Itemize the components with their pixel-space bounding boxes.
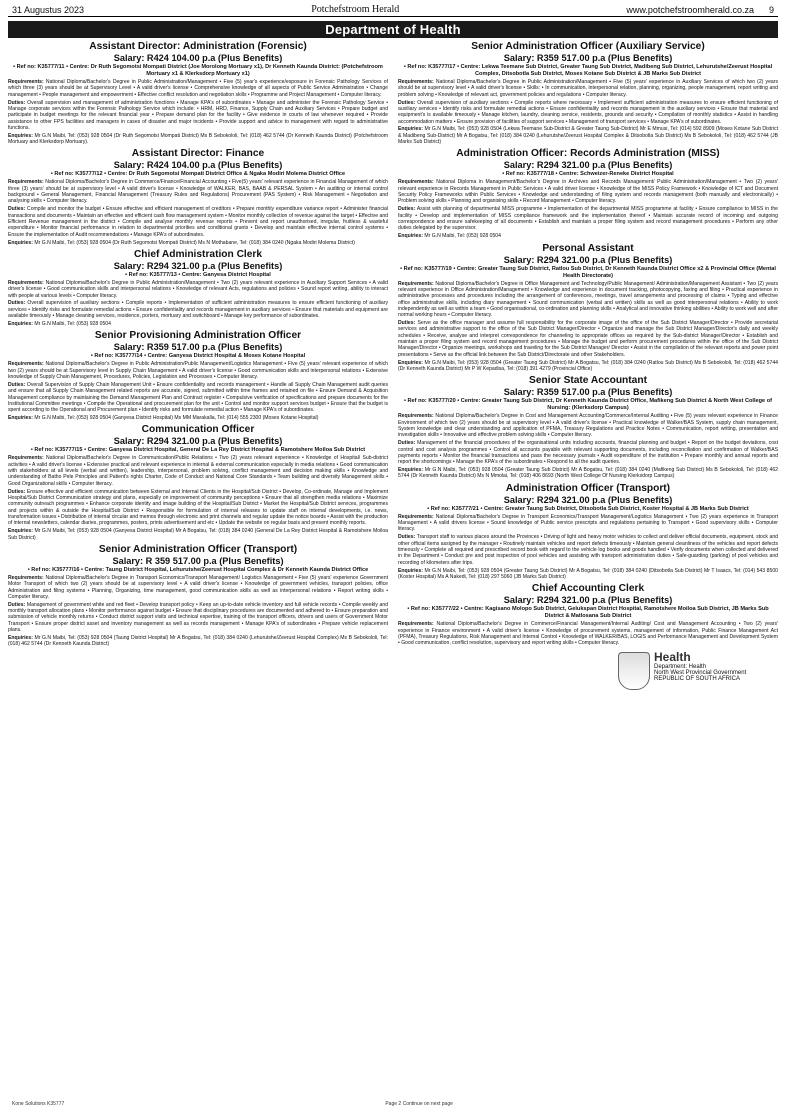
job-duties-text: Overall Supervision of Supply Chain Management Unit • Ensure confidentiality and records management • Handle all Supply Chain Management audit queries and ensure that all Supply Chain Management related reports are accurate, signed, submitted within time frames and retained on file • Ensure Demand & Acquisition Management compliance by maintaining the Demand Management Plan and Contract register • Compulsive verification of specifications and prepare documents for the Institutional Committee meetings • Compile the Operational and procurement plan for the unit • Control and monitor support services budget • Ensure that the budget is spent according to the Operational and Procurement plan • Identify risks and formulate remedial action • Manage KPA's of subordinates.: [8, 381, 388, 414]
job-requirements-text: National Diploma/Bachelor's Degree in Public Administration/Public Management/Logistics Management • Five (5) years' relevant experience of which two (2) years should be at Supervisory level in Supply Chain Management • A valid driver's license • Good communication skills and interpersonal relations • Extensive knowledge of Supply Chain Management, Procedures, Policies, Legislation and Processes • Computer literacy.: [8, 361, 388, 380]
job-reference: • Ref no: K35777/13 • Centre: Ganyesa District Hospital: [125, 271, 271, 278]
job-listing: [8, 148, 388, 245]
department-banner: Department of Health: [8, 21, 778, 38]
job-enquiries-text: Mr G.N Maibi, Tel: (053) 928 0504: [424, 233, 501, 240]
job-duties-label: Duties:: [398, 534, 416, 541]
job-enquiries-text: Mr G.N Maibi, Tel: (053) 928 0504 (Taung District Hospital) Mr A Bogatsu, Tel: (018) 384 0240 (Lehurutshe/Zeerust Hospital Complex) Ms B Sebokololi, Tel: (018) 462 5744 (Dr Kenneth Kaunda District): [8, 634, 388, 648]
job-requirements-label: Requirements:: [398, 280, 434, 287]
job-listing: [398, 483, 778, 580]
job-reference: • Ref no: K35777/17 • Centre: Lekwa Teemane Sub District, Greater Taung Sub District, Madibeng Sub District, Lehurutshe/Zeerust Hospital Complex, Ditsobotla Sub District, Moses Kotane Sub District & JB Marks Sub District: [403, 64, 773, 77]
job-enquiries-text: Mr G.N Maibi, Tel: (053) 928 0504 (Greater Taung Sub District) Mr A Bogatsu, Tel: (018) 384 0240 (Ratlou Sub District) Ms B Sebokololi, Tel: (018) 462 5744 (Dr Kenneth Kaunda District) Mr P W Kepadisa, Tel: (018) 391 4279 (Provincial Office): [398, 359, 778, 372]
left-column: [8, 41, 388, 1093]
right-column: [398, 41, 778, 1093]
job-duties-label: Duties:: [398, 99, 416, 106]
job-requirements-text: National Diploma/Bachelor's Degree in Transport Economics/Transport Management/ Logistics Management • Five (5) years' experience Government Motor Transport of which two (2) years should be at supervisory level • A valid driver's license • Knowledge of government vehicles, transport policies, office Administration and filing systems • Planning, Organizing, time management, good communication skills as well as interpersonal relations • Report writing skills • Computer literacy.: [8, 574, 388, 600]
job-duties-label: Duties:: [398, 206, 416, 213]
job-duties-text: Assist with planning of departmental MISS programme • Implementation of the departmental MISS programme at facility • Ensure compliance to MISS in the facility • Develop and implementation of MISS compliance framework and the implementation thereof • Maintain accurate record of incoming and outgoing correspondence and ensure safekeeping of all documents • Establish and maintain a proper filing system and record management procedures • Perform any other duties delegated by the supervisor.: [398, 206, 778, 232]
job-enquiries-text: Mr G.N Maibi, Tel: (053) 928 0504 (Ganyesa District Hospital) Ms MM Marakalla, Tel: (014) 555 2300 (Moses Kotane Hospital): [34, 415, 319, 422]
job-salary: Salary: R359 517.00 p.a (Plus Benefits): [503, 53, 673, 63]
job-reference: • Ref no: K35777/21 • Centre: Greater Taung Sub District, Ditsobotla Sub District, Koster Hospital & JB Marks Sub District: [427, 505, 749, 512]
job-listing: [8, 249, 388, 327]
newspaper-url[interactable]: www.potchefstroomherald.co.za: [626, 5, 754, 15]
job-listing: [398, 243, 778, 373]
job-enquiries: [8, 321, 388, 327]
job-requirements-text: National Diploma/Bachelor's Degree in Commerce/Finance/Financial Accounting • Five(5) years' relevant experience in Financial Management of which three (3) years' should be at supervisory level • A valid driver's license • Knowledge of WALKER, BAS, BAAB & PERSAL System • An auditing or internal control background • General Management, Financial Management (Treasury Rules and Regulations) Procurement (PAS System) • Risk Management • Negotiation and analysing skills • Computer literacy.: [8, 179, 388, 205]
logo-name: Health: [654, 649, 691, 664]
job-enquiries: [398, 126, 778, 145]
job-salary: Salary: R359 517.00 p.a (Plus Benefits): [113, 342, 283, 353]
job-requirements: [398, 413, 778, 438]
job-salary: Salary: R359 517.00 p.a (Plus Benefits): [503, 387, 673, 398]
job-enquiries: [398, 568, 778, 581]
job-title: Administration Officer: Records Administration (MISS): [456, 148, 720, 160]
job-duties-text: Overall supervision of auxiliary sections • Compile reports where necessary • Implement sufficient administration measures to ensure efficient functioning of auxiliary services • Identify risks and formulate remedial actions • Ensure confidentiality and records management in the auxiliary services • Ensure that material and equipment's is available timeously • Manage kitchen, laundry, cleaning service, residents, grounds and security • Compilation of monthly statistics • Assist in handling accommodation matters • Ensure provision of facilities of support services • Management of transport services • Manage KPA's of subordinates.: [398, 99, 778, 125]
job-requirements-label: Requirements:: [8, 179, 44, 186]
job-title: Senior Provisioning Administration Officer: [94, 330, 302, 342]
job-listing: [8, 330, 388, 421]
job-requirements-text: National Diploma/Bachelor's Degree in Communication/Public Relations • Two (2) years relevant experience • Knowledge of Hospital/ Sub-district activities • A valid driver's license • Extensive practical and relevant experience in internal & external communication especially in media relations • Good communication with stakeholders at all levels (verbal and written), leadership, interpersonal, problem solving, conflict management and decision making skills • Knowledge and understanding of Batho Pele Principles and Patient's rights Charter, Code of Conduct and National Core Standards • Team building and diversity Management skills • Good Organizational skills • Computer literacy.: [8, 455, 388, 487]
job-requirements-label: Requirements:: [8, 361, 44, 368]
job-duties: [398, 100, 778, 125]
job-enquiries: [398, 467, 778, 480]
job-requirements-text: National Diploma/Bachelor's Degree in Commerce/Financial Management/Internal Auditing/ Cost and Management Accounting • Two (2) years' experience in Finance environment • A valid driver's license • Knowledge of procurement systems, management of information, Public Finance Management Act (PFMA), Treasury Regulations, Risk Management and Internal Control • Knowledge of WALKER/BAS, LOGIS and Performance Management and Development System • Good communication, conflict resolution, supervisory and report writing skills • Computer literacy.: [398, 621, 778, 647]
job-enquiries-label: Enquiries:: [398, 126, 423, 133]
job-requirements-text: National Diploma/Bachelor's Degree in Transport Economics/Transport Management/Logistics Management • Two (2) years experience in Transport Management • A valid drivers license • Sound knowledge of Public service prescripts and regulations pertaining to Transport • Good supervisory skills • Computer literacy.: [398, 513, 778, 533]
job-requirements-label: Requirements:: [398, 179, 434, 186]
job-enquiries-label: Enquiries:: [398, 467, 423, 474]
job-listing: [8, 544, 388, 648]
job-duties-text: Serve as the office manager and assume full responsibility for the corporate image of the office of the Sub District Manager/Director • Provide secretarial services and administrative support to the office of the Sub District Manager/Director • Organize and manage the Sub District Manager/Director's daily and weekly schedules • Receive, analyse and interpret correspondence for channeling to appropriate offices as required by the Sub-district Manager/Director • Establish and maintain a proper filing system and record management procedures • Manage the budget and perform procurement procedures within the office of the Sub District Manager/Director • Organize meetings, workshops and traveling for the Sub District Manager/ Director • Assist in the compilation of the relevant reports and power point presentations • Serve as the official link between the Sub District/Directorate and other Stakeholders.: [398, 320, 778, 358]
department-logo: [618, 650, 778, 682]
job-reference: • Ref no: K35777/16 • Centre: Taung District Hospital, Lehurutshe/Zeerust Hospital Complex & Dr Kenneth Kaunda District Office: [27, 566, 369, 573]
job-duties-label: Duties:: [398, 440, 416, 447]
page-footer: [12, 1101, 774, 1107]
job-salary: Salary: R294 321.00 p.a (Plus Benefits): [113, 436, 283, 447]
job-requirements: [8, 79, 388, 98]
job-duties-label: Duties:: [8, 381, 26, 388]
job-enquiries-text: Mr G.N Maibi, Tel: (053) 928 0504 (Greater Taung Sub District) Mr A Bogatsu, Tel: (018) 384 0240 (Mafikeng Sub District) Ms B Sebokololi, Tel: (018) 462 5744 (Dr Kenneth Kaunda District) Ms N Mmolai, Tel: (018) 406 8693 (North West College Of Nursing Klerksdorp Campus): [398, 467, 778, 480]
job-enquiries-text: Mr G.N Maibi, Tel: (053) 928 0504 (Greater Taung Sub District) Mr A Bogatsu, Tel: (018) 384 0240 (Ditsobotla Sub District) Mr T Isaacs, Tel: (014) 543 8500 (Koster Hospital) Ms A Nakedi, Tel: (018) 297 5060 (JB Marks Sub District): [398, 567, 778, 580]
job-title: Chief Accounting Clerk: [531, 583, 645, 595]
job-enquiries-text: Mr G.N Maibi, Tel: (053) 928 0504 (Ganyesa District Hospital) Mr A Bogatsu, Tel: (018) 384 0240 (General De La Rey District Hospital & Ramotshere Moiloa Sub District): [8, 528, 388, 541]
job-listing: [398, 375, 778, 479]
job-salary: Salary: R294 321.00 p.a (Plus Benefits): [503, 254, 673, 265]
job-title: Communication Officer: [141, 424, 255, 436]
job-duties-text: Overall supervision of auxiliary sections • Compile reports • Implementation of sufficient administration measures to ensure efficient functioning of auxiliary services • Identify risks and formulate remedial actions • Ensure confidentiality and records management in auxiliary services • Ensure that materials and equipment are available timeously • Manage cleaning services, residence, porters, mortuary and switchboard • Manage key performance of subordinates.: [8, 300, 388, 320]
newspaper-name: Potchefstroom Herald: [311, 4, 400, 15]
job-requirements-label: Requirements:: [398, 621, 434, 628]
job-requirements: [8, 179, 388, 204]
job-duties-text: Transport staff to various places around the Provinces • Driving of light and heavy motor vehicles to collect and deliver official documents, equipment, stock and other official items assigned by the manager • Routinely maintain vehicles and report defects timeously • Maintain general cleanliness of the vehicles and report defects timeously • Complete all required and prescribed record book with regard to the vehicle log books and goods handled • Verify documents when collected and delivered in the Department • Conduct pre and post inspection of pool vehicles and assisting with transport administration duties • Safe-guarding (parking) of pool vehicles and recording of kilometers after trips.: [398, 534, 778, 566]
footer-continue: Page 2 Continue on next page: [385, 1101, 453, 1107]
job-title: Senior Administration Officer (Auxiliary Service): [471, 41, 705, 52]
job-requirements: [398, 514, 778, 533]
job-duties: [8, 300, 388, 319]
job-requirements-label: Requirements:: [8, 574, 44, 581]
job-duties-text: Compile and monitor the budget • Ensure effective and efficient management of creditors • Prepare monthly expenditure variance report • Administer financial transactions and documents • Maintain an effective and efficient cash flow management system • Monitor monthly collection of revenue against the target • Effective and Efficient Revenue management in the district • Compile and analyse monthly revenue reports • Prevent and report unauthorised, irregular, fruitless & wasteful expenditure • Monitor financial performance in relation to departmental priorities and conditional grants • Develop and maintain effective internal control systems • Ensure the implementation of Audit recommendations • Manage KPA's of subordinates.: [8, 206, 388, 238]
job-requirements: [398, 179, 778, 204]
job-salary: Salary: R294 321.00 p.a (Plus Benefits): [503, 494, 673, 505]
job-requirements: [398, 281, 778, 319]
job-enquiries-label: Enquiries:: [398, 233, 423, 240]
job-duties: [8, 382, 388, 414]
job-title: Senior Administration Officer (Transport): [98, 543, 298, 555]
job-requirements: [8, 361, 388, 380]
job-duties-text: Management of the financial procedures of the organisational units including accounts, financial planning and budget • Report on the budget deviations, cost control and cost analysis programmes • Control all accounts payable with relevant supporting documents, including reconciliation and confirmation of Walker/BAS payments reports • Monitor the financial transactions and pass the necessary journals • Audit expenditure of the institution • Prepare monthly and annual reports and report the shortcomings • Manage the KPA's of the subordinates • Respond to all the audit queries.: [398, 440, 778, 466]
footer-ref: Kone Solutions K35777: [12, 1101, 65, 1107]
job-requirements-text: National Diploma/Bachelor's Degree in Office Management and Technology/Public Management/ Administration/Management Assistant • Two (2) years relevant experience in Office Administration/Management • Knowledge and experience in document tracking, photocopying, faxing and filing • Practical experience in administrative processes and procedures including the arrangement of conferences, meetings, travel arrangements and processing of claims • Typing and effective office administrative skills, including diary management • Sound communication (verbal and written) skills as well as good interpersonal relations • Ability to work independently as well as within a team • Good organisational, co-ordination and planning skills • Analytical and innovative thinking abilities • Ability to work well and after normal working hours • Computer literacy.: [398, 280, 778, 319]
job-requirements-label: Requirements:: [8, 279, 44, 286]
job-enquiries-text: Mr G.N Maibi, Tel: (053) 928 0504: [34, 320, 111, 327]
job-requirements-label: Requirements:: [398, 79, 434, 85]
job-enquiries: [398, 233, 778, 239]
job-enquiries-label: Enquiries:: [8, 320, 33, 327]
coat-of-arms-icon: [618, 652, 650, 690]
job-enquiries-text: Mr G.N Maibi, Tel: (053) 928 0504 (Dr Ruth Segomotsi Mompati District) Ms N Mothabane, Tel: (018) 384 0240 (Ngaka Modiri Molema District): [34, 239, 355, 246]
job-enquiries: [8, 635, 388, 648]
job-reference: • Ref no: K35777/12 • Centre: Dr Ruth Segomotsi Mompati District Office & Ngaka Modiri Molema District Office: [50, 171, 346, 178]
job-duties-label: Duties:: [8, 99, 26, 106]
job-reference: • Ref no: K35777/20 • Centre: Greater Taung Sub District, Dr Kenneth Kaunda District Office, Mafikeng Sub District & North West College of Nursing: (Klerksdorp Campus): [404, 398, 772, 412]
job-title: Assistant Director: Administration (Forensic): [89, 41, 307, 52]
job-requirements: [8, 455, 388, 487]
job-enquiries-label: Enquiries:: [398, 359, 423, 366]
job-enquiries-label: Enquiries:: [8, 415, 33, 422]
job-duties: [398, 440, 778, 465]
issue-date: 31 Augustus 2023: [12, 5, 85, 15]
job-salary: Salary: R294 321.00 p.a (Plus Benefits): [503, 595, 673, 606]
job-requirements: [8, 575, 388, 600]
job-duties: [8, 602, 388, 634]
job-reference: • Ref no: K35777/14 • Centre: Ganyesa District Hospital & Moses Kotane Hospital: [90, 353, 306, 360]
job-duties-text: Ensure effective and efficient communication between External and Internal Clients in the Hospital/Sub District • Develop, Co-ordinate, Manage and Implement Hospital/Sub District Communication strategy and plans, especially on improvement of community perceptions • Ensure that all strengthen media relations • Maximize community outreach programmes • Enhance corporate identity and image building of the Hospital/Sub District • Market the Hospital/Sub District services, programmes and projects within & outside the Hospital/Sub District • Responsible for formulation of internal releases to update staff on internal developments, i.e. news, transformation issues • Distribution of internal circular and memos through electronic and print channels and regular update the notice boards • Assist with the production of internal newsletters, calendar diaries, programmes, posters, prints advertisement and etc • Update the website on regular basis and present monthly reports.: [8, 488, 388, 527]
job-enquiries-label: Enquiries:: [8, 239, 33, 246]
job-enquiries-text: Mr G.N Maibi, Tel: (053) 928 0504 (Dr Ruth Segomotsi Mompati District) Ms B Sebokololi, Tel: (018) 462 5744 (Dr Kenneth Kaunda District) (Potchefstroom Mortuary and Klerksdorp Mortuary).: [8, 132, 388, 146]
job-title: Assistant Director: Finance: [131, 148, 265, 160]
job-salary: Salary: R424 104.00 p.a (Plus Benefits): [113, 160, 283, 171]
job-salary: Salary: R294 321.00 p.a (Plus Benefits): [113, 260, 283, 271]
job-listing: [398, 583, 778, 646]
job-requirements-text: National Diploma/Bachelor's Degree in Cost and Management Accounting/Commerce/Internal Auditing • Five (5) years relevant experience in Finance Environment of which two (2) years should be at supervisory level • A valid driver's license • Practical knowledge of Walker/BAS System, supply chain management, System knowledge and clear understanding and application of PFMA, Treasury Regulations and Practice Notes • Communication, report writing, presentation and investigation skills • Innovative and effective problem solving skills • Computer literacy.: [398, 413, 778, 439]
job-requirements: [398, 79, 778, 98]
job-listing: [398, 41, 778, 145]
job-reference: • Ref no: K35777/22 • Centre: Kagisano Molopo Sub District, Gelukspan District Hospital, Ramotshere Moiloa Sub District, JB Marks Sub District & Matlosana Sub District: [407, 606, 769, 620]
job-duties: [398, 534, 778, 566]
job-listing: [398, 148, 778, 239]
job-duties-label: Duties:: [8, 300, 26, 307]
job-enquiries: [8, 528, 388, 541]
job-enquiries-label: Enquiries:: [8, 528, 33, 535]
job-requirements-text: National Diploma/Bachelor's Degree in Public Administration/Management • Five (5) year's experience/exposure in Forensic Pathology Services of which three (3) years should be at Supervisory Level • A valid driver's license • Comprehensive knowledge of all aspects of Public Service Administration • Change management • People management and empowerment • Effective conflict resolution and negotiation skills • Programme and Project Management • Computer literacy.: [8, 79, 388, 98]
job-title: Administration Officer (Transport): [505, 482, 671, 494]
job-salary: Salary: R 359 517.00 p.a (Plus Benefits): [112, 555, 284, 566]
job-reference: • Ref no: K35777/18 • Centre: Schweizer-Reneke District Hospital: [502, 171, 674, 178]
logo-country: REPUBLIC OF SOUTH AFRICA: [654, 675, 741, 682]
job-enquiries-text: Mr G.N Maibi, Tel: (053) 928 0504 (Lekwa Teemane Sub-District & Greater Taung Sub-District) Mr E Mmusi, Tel: (014) 592 8909 (Moses Kotane Sub District & Madibeng Sub-District) Mr A Bogatsu, Tel: (018) 384 0240 (Lehurutshe/Zeerust Hospital Complex & Ditsobotla Sub District) Ms B Sebokololi, Tel: (018) 462 5744 (JB Marks Sub District): [398, 126, 778, 146]
job-duties-text: Overall supervision and management of administration functions • Manage KPA's of subordinates • Manage and administer the Forensic Pathology Service • Manage corporate services within the Forensic Pathology Service which include: • HRM, HRD, Finance, Supply Chain and Auxiliary Services • Prepare budget and participate in budget meetings for the relevant financial year • Prepare demand plan for the facility • Give evidence in courts of law whenever required • Provide assistance to other FPS facilities and managers in cases of disaster and major incidents • Provide support and advice to management with regard to administrative functions.: [8, 99, 388, 131]
job-requirements-text: National Diploma in Management/Bachelor's Degree in Archives and Records Management/ Public Administration/Management • Two (2) years' relevant experience in Records Management in Public Services • A valid driver license • Knowledge of the MISS Policy Framework • Knowledge of ICT and Document Security Policy Frameworks within Public Services • Knowledge and understanding of filing system and records management (both manually and electronically) • Problem solving skills • Planning and organising skills • Record Management • Computer literacy.: [398, 179, 778, 205]
job-duties: [8, 100, 388, 132]
job-requirements-text: National Diploma/Bachelor's Degree in Public Administration/Management • Five (5) years' experience in Auxiliary Services of which two (2) years should be at supervisory level • A valid driver's license • Skills: • In communication, interpersonal relation, planning, organizing, people management, report writing and problem solving • Knowledge of relevant act, government policies and regulations • Computer literacy.: [398, 79, 778, 98]
job-duties: [398, 206, 778, 231]
job-duties-label: Duties:: [398, 320, 416, 327]
job-enquiries: [8, 240, 388, 246]
job-enquiries: [398, 360, 778, 373]
job-listing: [8, 41, 388, 145]
masthead: [8, 0, 778, 17]
job-listing: [8, 424, 388, 540]
job-duties-text: Management of government white and red fleet • Develop transport policy • Keep an up-to-date vehicle inventory and full vehicle records • Compile weekly and monthly transport allocation plans • Monitor performance against budget • Ensure that disciplinary procedures are documented and adhered to • Ensure preparation and submission of vehicle monthly returns • Conduct district support visits and technical expertise, training of the transport officers, drivers and users of Government Motor Transport • Ensure proper district asset and inventory management as well as records management • Manage KPA's of subordinates • Prepare vehicle replacement plans.: [8, 601, 388, 634]
job-requirements: [8, 280, 388, 299]
job-salary: Salary: R424 104.00 p.a (Plus Benefits): [113, 53, 283, 63]
job-duties: [8, 489, 388, 527]
job-enquiries: [8, 133, 388, 146]
job-requirements-text: National Diploma/Bachelor's Degree in Public Administration/Management • Two (2) years relevant experience in Auxiliary Support Services • A valid driver's license • Good communication skills and interpersonal relations • Knowledge of relevant Acts, regulations and policies • Sound report writing, ability to interact with people at various levels • Computer literacy.: [8, 279, 388, 299]
job-duties-label: Duties:: [8, 488, 26, 495]
job-salary: Salary: R294 321.00 p.a (Plus Benefits): [503, 160, 673, 171]
job-requirements-label: Requirements:: [8, 455, 44, 462]
job-enquiries-label: Enquiries:: [8, 634, 33, 641]
job-duties-label: Duties:: [8, 206, 26, 213]
job-requirements-label: Requirements:: [398, 513, 434, 520]
job-duties: [398, 320, 778, 358]
job-enquiries-label: Enquiries:: [398, 567, 423, 574]
job-duties: [8, 206, 388, 238]
job-requirements-label: Requirements:: [398, 413, 434, 420]
job-enquiries-label: Enquiries:: [8, 132, 33, 139]
job-title: Senior State Accountant: [529, 375, 647, 387]
job-duties-label: Duties:: [8, 601, 26, 608]
job-requirements: [398, 621, 778, 646]
job-requirements-label: Requirements:: [8, 79, 44, 85]
job-title: Personal Assistant: [542, 242, 634, 254]
logo-department: Department: Health: [654, 663, 707, 670]
job-title: Chief Administration Clerk: [133, 248, 263, 260]
job-enquiries: [8, 415, 388, 421]
job-reference: • Ref no: K35777/19 • Centre: Greater Taung Sub District, Ratlou Sub District, Dr Kenneth Kaunda District Office x2 & Provincial Office (Mental Health Directorate): [400, 265, 776, 279]
job-reference: • Ref no: K35777/11 • Centre: Dr Ruth Segomotsi Mompati District (Joe Morolong Mortuary x1), Dr Kenneth Kaunda District: (Potchefstroom Mortuary x1 & Klerksdorp Mortuary x1): [13, 64, 383, 77]
page-number: 9: [768, 5, 774, 15]
job-reference: • Ref no: K35777/15 • Centre: Ganyesa District Hospital, General De La Rey District Hospital & Ramotshere Moiloa Sub District: [30, 447, 366, 454]
logo-government: North West Provincial Government: [654, 669, 747, 676]
